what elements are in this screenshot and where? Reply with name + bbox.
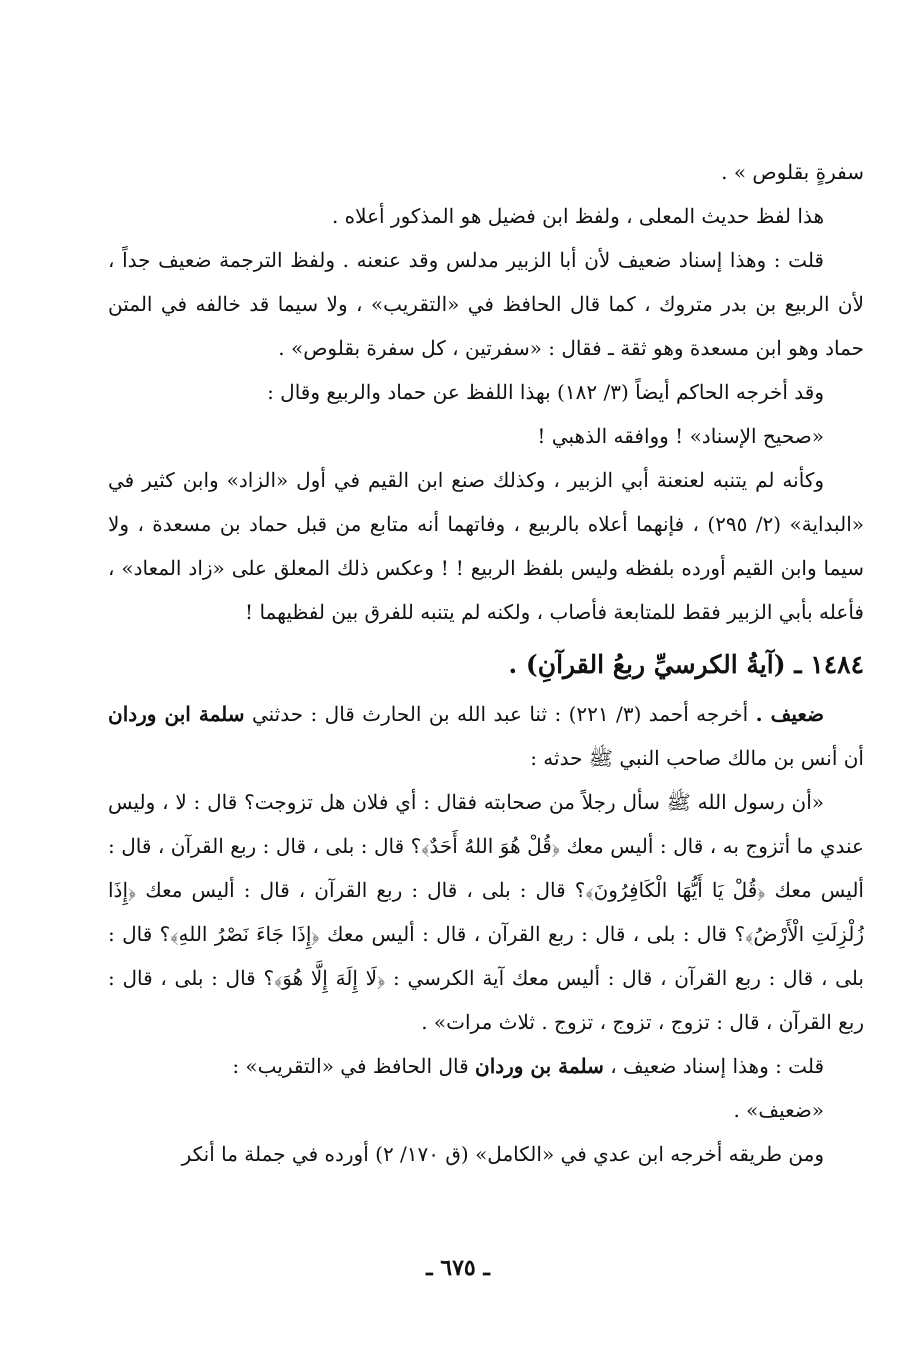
hadith-comment-text-b: قال الحافظ في «التقريب» : [232,1054,469,1078]
paragraph-hakim: وقد أخرجه الحاكم أيضاً (٣/ ١٨٢) بهذا اللفظ عن حماد والربيع وقال : [267,380,824,404]
hadith-final-line: ومن طريقه أخرجه ابن عدي في «الكامل» (ق ١٧٠/ ٢) أورده في جملة ما أنكر [181,1142,824,1166]
hadith-comment [108,1044,864,1088]
hadith-matn: «أن رسول الله ﷺ سأل رجلاً من صحابته فقال : أي فلان هل تزوجت؟ قال : لا ، وليس عندي ما أتزوج به ، قال : أليس معك ﴿قُلْ هُوَ اللهُ أَحَدٌ﴾؟ قال : بلى ، قال : ربع القرآن ، قال : أليس معك ﴿قُلْ يَا أَيُّهَا الْكَافِرُونَ﴾؟ قال : بلى ، قال : ربع القرآن ، قال : أليس معك ﴿إِذَا زُلْزِلَتِ الْأَرْضُ﴾؟ قال : بلى ، قال : ربع القرآن ، قال : أليس معك ﴿إِذَا جَاءَ نَصْرُ اللهِ﴾؟ قال : بلى ، قال : ربع القرآن ، قال : أليس معك آية الكرسي : ﴿لَا إِلَهَ إِلَّا هُوَ﴾؟ قال : بلى ، قال : ربع القرآن ، قال : تزوج ، تزوج ، تزوج . ثلاث مرات» . [108,790,864,1034]
hadith-comment-quote: «ضعيف» . [733,1098,824,1122]
hadith-narrator-name: سلمة ابن وردان [108,702,245,726]
paragraph-hakim-quote: «صحيح الإسناد» ! ووافقه الذهبي ! [537,424,824,448]
hadith-grade: ضعيف . [755,702,825,726]
continued-line: سفرةٍ بقلوص » . [721,160,864,184]
hadith-heading: ١٤٨٤ ـ (آيةُ الكرسيِّ ربعُ القرآنِ) . [508,650,864,679]
hadith-isnad-text-b: أن أنس بن مالك صاحب النبي ﷺ حدثه : [530,746,864,770]
page-number: ـ ٦٧٥ ـ [426,1255,490,1281]
hadith-comment-text-a: قلت : وهذا إسناد ضعيف ، [610,1054,824,1078]
hadith-isnad-paragraph [108,692,864,780]
paragraph-isnad-critique: قلت : وهذا إسناد ضعيف لأن أبا الزبير مدلس وقد عنعنه . ولفظ الترجمة ضعيف جداً ، لأن الربيع بن بدر متروك ، كما قال الحافظ في «التقريب» ، ولا سيما قد خالفه في المتن حماد وهو ابن مسعدة وهو ثقة ـ فقال : «سفرتين ، كل سفرة بقلوص» . [108,248,864,360]
paragraph-wording-note: هذا لفظ حديث المعلى ، ولفظ ابن فضيل هو المذكور أعلاه . [331,204,824,228]
hadith-comment-name: سلمة بن وردان [475,1054,604,1078]
hadith-isnad-text-a: أخرجه أحمد (٣/ ٢٢١) : ثنا عبد الله بن الحارث قال : حدثني [251,702,749,726]
paragraph-commentary: وكأنه لم يتنبه لعنعنة أبي الزبير ، وكذلك صنع ابن القيم في أول «الزاد» وابن كثير في «البداية» (٢/ ٢٩٥) ، فإنهما أعلاه بالربيع ، وفاتهما أنه متابع من قبل حماد بن مسعدة ، ولا سيما وابن القيم أورده بلفظه وليس بلفظ الربيع ! ! وعكس ذلك المعلق على «زاد المعاد» ، فأعله بأبي الزبير فقط للمتابعة فأصاب ، ولكنه لم يتنبه للفرق بين لفظيهما ! [108,468,864,624]
page-body [108,150,864,1176]
